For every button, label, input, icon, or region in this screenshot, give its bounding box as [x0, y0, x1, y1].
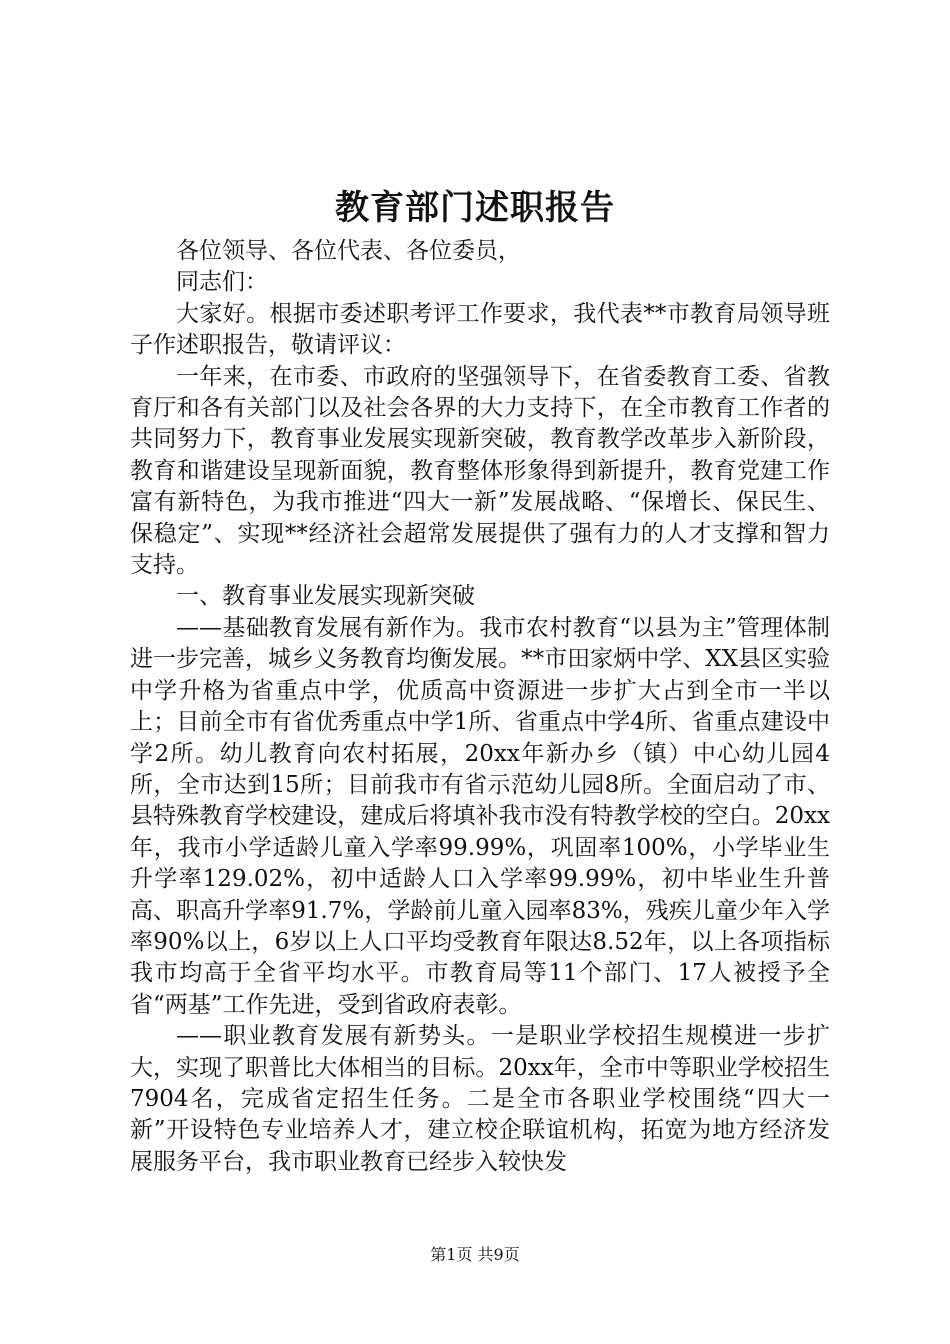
document-title: 教育部门述职报告 — [335, 188, 615, 228]
section-heading: 一、教育事业发展实现新突破 — [176, 583, 475, 610]
body-paragraph: ——基础教育发展有新作为。我市农村教育“以县为主”管理体制进一步完善，城乡义务教育均衡发展。**市田家炳中学、XX县区实验中学升格为省重点中学，优质高中资源进一步扩大占到全市一半以上；目前全市有省优秀重点中学1所、省重点中学4所、省重点建设中学2所。幼儿教育向农村拓展，20xx年新办乡（镇）中心幼儿园4所，全市达到15所；目前我市有省示范幼儿园8所。全面启动了市、县特殊教育学校建设，建成后将填补我市没有特教学校的空白。20xx年，我市小学适龄儿童入学率99.99%，巩固率100%，小学毕业生升学率129.02%，初中适龄人口入学率99.99%，初中毕业生升普高、职高升学率91.7%，学龄前儿童入园率83%，残疾儿童少年入学率90%以上，6岁以上人口平均受教育年限达8.52年，以上各项指标我市均高于全省平均水平。市教育局等11个部门、17人被授予全省“两基”工作先进，受到省政府表彰。 — [130, 614, 830, 1018]
document-body — [130, 236, 830, 1178]
salutation-paragraph: 各位领导、各位代表、各位委员， — [176, 238, 521, 264]
body-paragraph: ——职业教育发展有新势头。一是职业学校招生规模进一步扩大，实现了职普比大体相当的目标。20xx年，全市中等职业学校招生7904名，完成省定招生任务。二是全市各职业学校围绕“四大一新”开设特色专业培养人才，建立校企联谊机构，拓宽为地方经济发展服务平台，我市职业教育已经步入较快发 — [130, 1023, 830, 1175]
body-paragraph: 大家好。根据市委述职考评工作要求，我代表**市教育局领导班子作述职报告，敬请评议： — [130, 300, 830, 359]
salutation-comrades: 同志们： — [176, 269, 268, 296]
body-paragraph: 一年来，在市委、市政府的坚强领导下，在省委教育工委、省教育厅和各有关部门以及社会各界的大力支持下，在全市教育工作者的共同努力下，教育事业发展实现新突破，教育教学改革步入新阶段，教育和谐建设呈现新面貌，教育整体形象得到新提升，教育党建工作富有新特色，为我市推进“四大一新”发展战略、“保增长、保民生、保稳定”、实现**经济社会超常发展提供了强有力的人才支撑和智力支持。 — [130, 363, 830, 579]
page-footer: 第1页 共9页 — [430, 1245, 520, 1264]
